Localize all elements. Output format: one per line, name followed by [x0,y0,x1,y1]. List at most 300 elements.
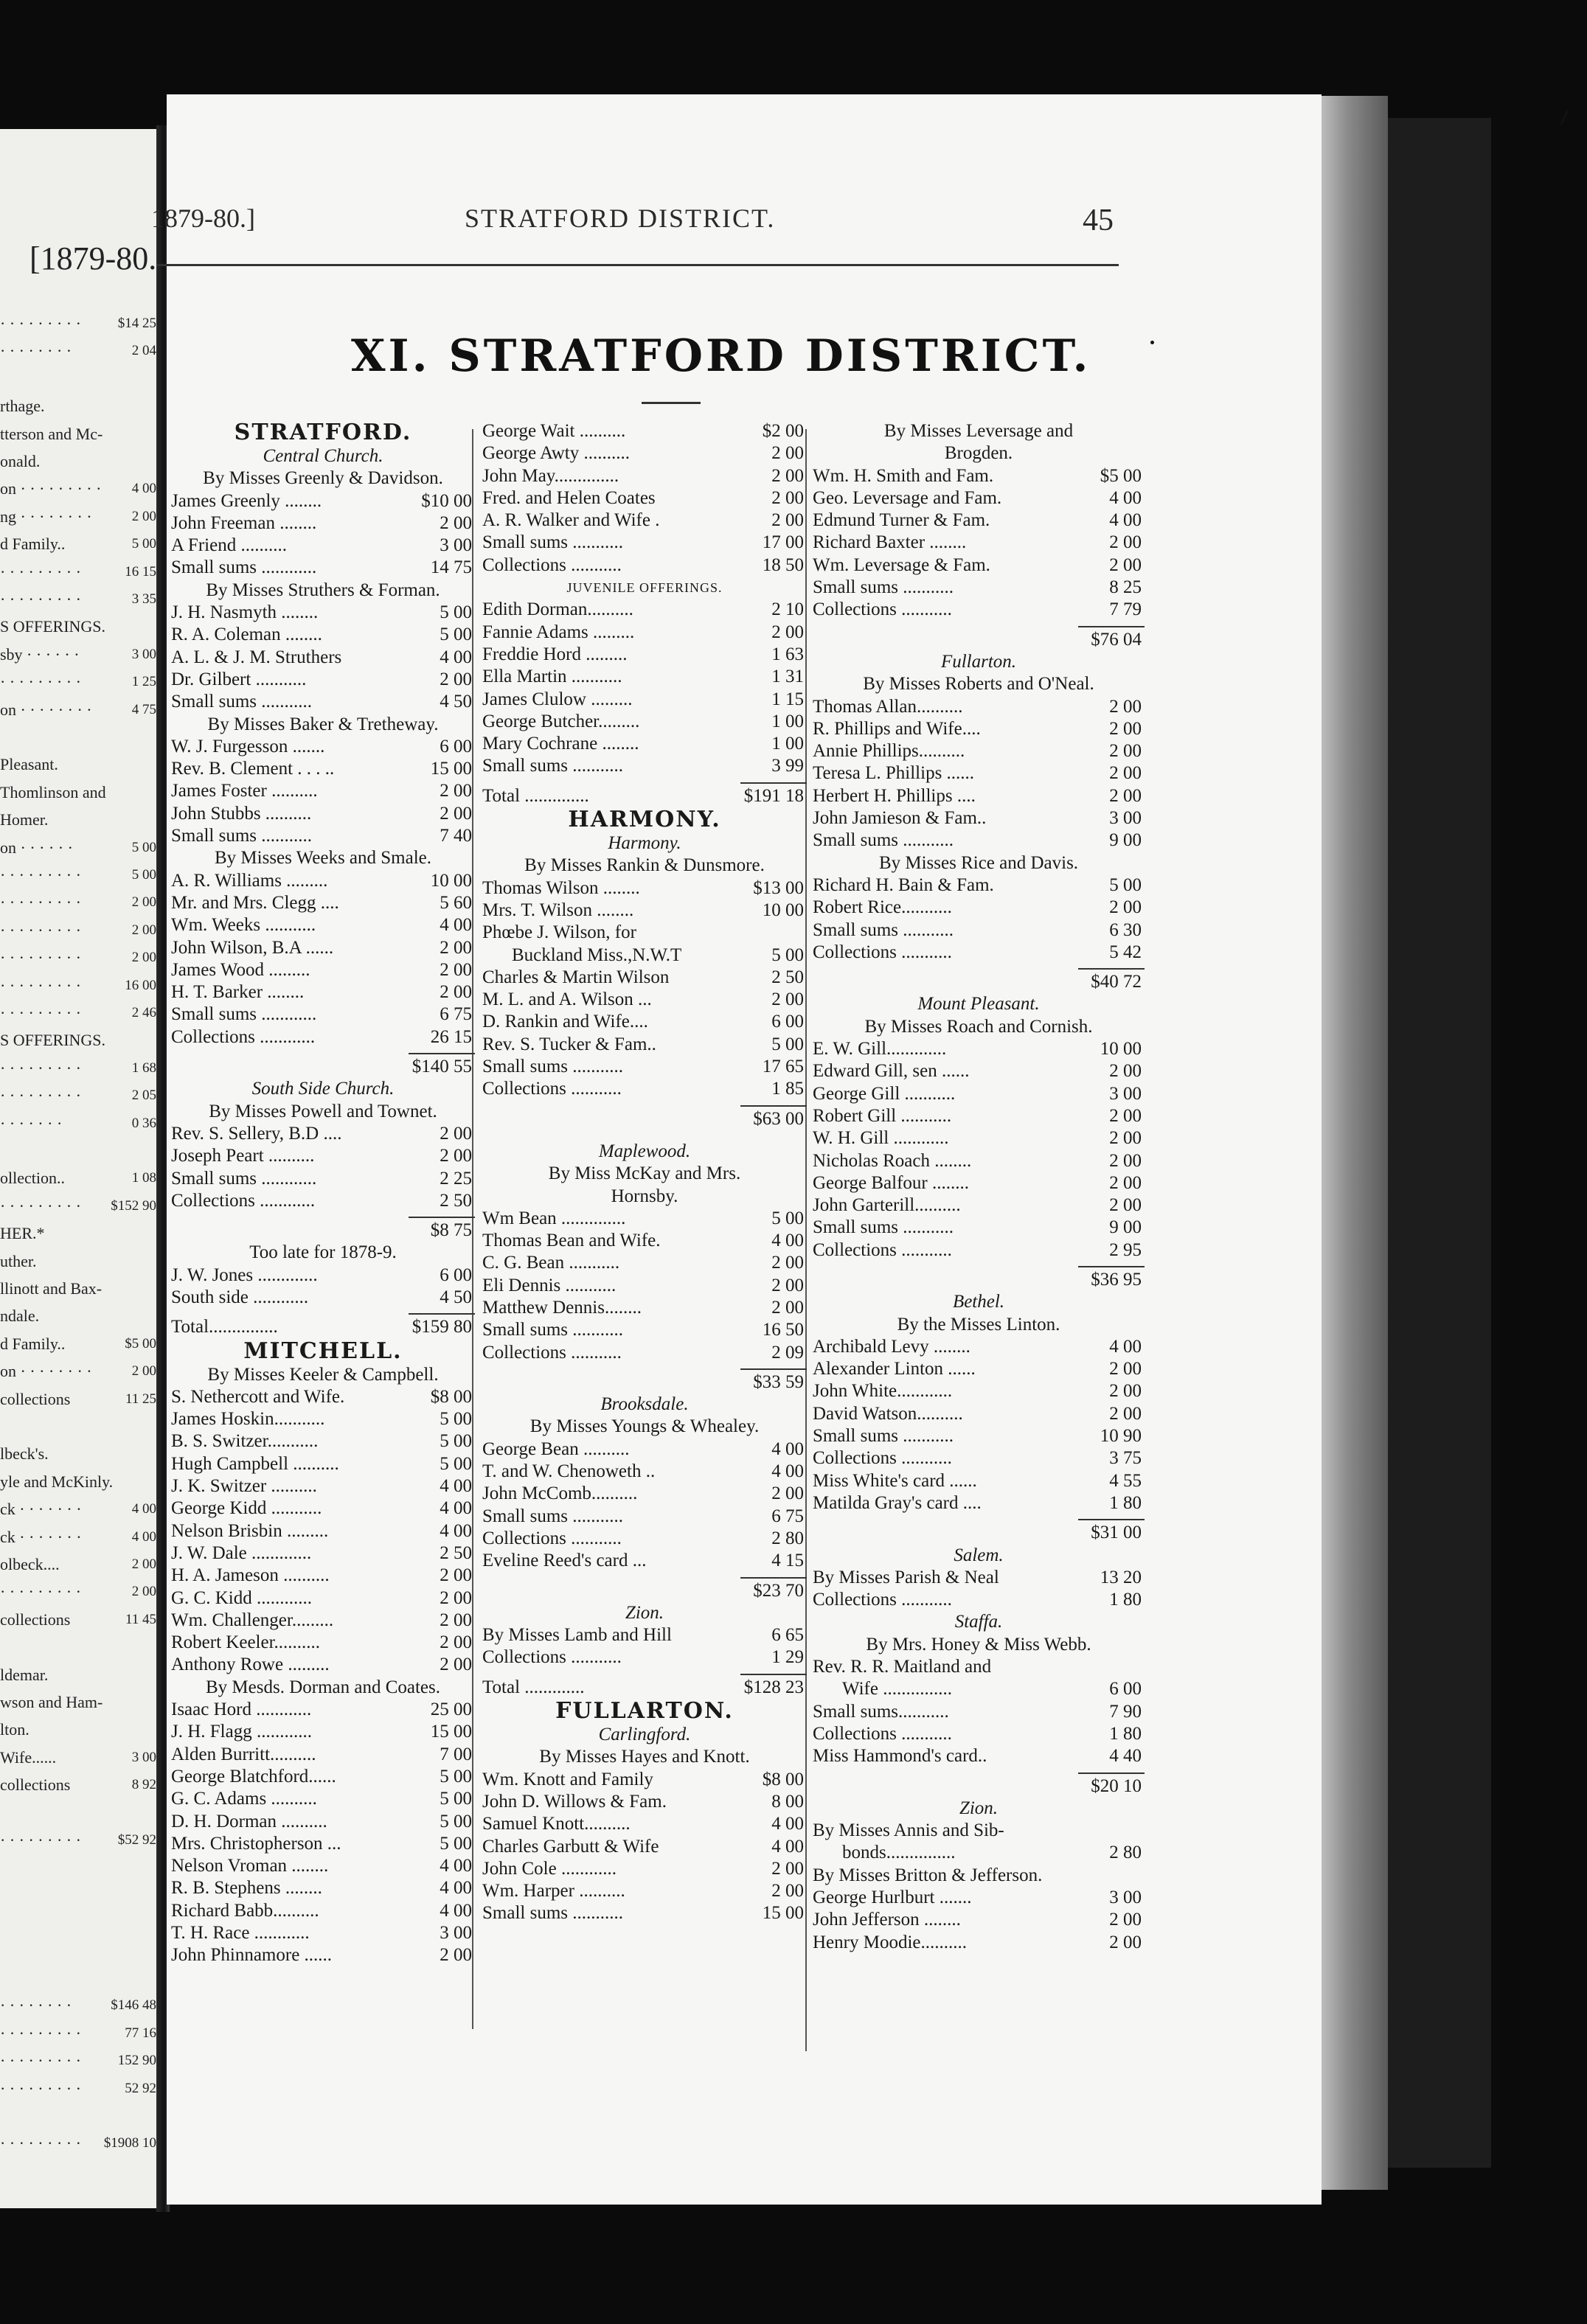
amount: 10 00 [1100,1039,1142,1060]
amount: 1 80 [1109,1723,1142,1744]
facing-page-line [0,616,161,637]
facing-line-text: on · · · · · · · · [0,700,92,719]
amount: $40 72 [1091,972,1142,992]
amount: 10 00 [430,870,472,891]
facing-line-amount: $146 48 [111,1997,156,2014]
church-subheading: Brooksdale. [600,1394,689,1415]
facing-line-text: on · · · · · · · · · [0,479,102,498]
donation-row [482,1208,807,1230]
column-2 [482,420,807,1925]
amount: $63 00 [753,1108,804,1129]
facing-line-text: · · · · · · · · · [0,1003,81,1022]
donation-row [482,599,807,621]
donor-name: Collections ........... [482,1079,622,1099]
amount: 2 10 [771,599,804,620]
donation-row [813,1150,1145,1172]
donation-row [171,736,475,758]
donor-name: Mrs. Christopherson ... [171,1833,341,1854]
donation-row [171,1922,475,1944]
donation-row [482,666,807,688]
donation-row [482,644,807,666]
donor-name: Rev. R. R. Maitland and [813,1657,992,1677]
donation-row [813,1492,1145,1514]
church-subheading: Salem. [954,1545,1004,1565]
facing-page-line [0,1361,161,1382]
donation-row [482,1011,807,1033]
donation-row [171,1565,475,1587]
donation-row [482,989,807,1011]
donor-name: J. K. Switzer .......... [171,1476,317,1497]
facing-line-text: rthage. [0,397,45,416]
amount: 6 00 [1109,1679,1142,1699]
amount: $140 55 [411,1057,472,1077]
donation-row [171,937,475,959]
donation-row [813,1172,1145,1194]
donor-name: B. S. Switzer........... [171,1431,319,1452]
donor-name: Richard Babb.......... [171,1900,319,1921]
donor-name: John Jefferson ........ [813,1910,961,1930]
donor-name: By Misses Lamb and Hill [482,1625,672,1646]
facing-line-text: sby · · · · · · [0,644,80,664]
amount: 1 63 [771,644,804,664]
facing-line-amount: 5 00 [131,839,156,855]
facing-line-amount: $5 00 [125,1335,156,1351]
donation-row [482,922,807,944]
amount: 4 00 [771,1438,804,1459]
donation-row [171,870,475,892]
circuit-heading: STRATFORD. [234,420,412,445]
donation-row [171,1610,475,1632]
amount: 2 00 [771,465,804,486]
sum-rule [409,1313,475,1315]
facing-line-amount: 8 92 [131,1777,156,1793]
facing-line-text: Pleasant. [0,755,58,774]
donation-row [813,696,1145,718]
donor-name: Matilda Gray's card .... [813,1492,982,1513]
donor-name: A. R. Williams ......... [171,870,328,891]
donation-row [482,711,807,733]
donation-row [171,1520,475,1542]
donor-name: G. C. Kidd ............ [171,1587,312,1608]
amount: 1 29 [771,1647,804,1668]
sum-rule [1078,1266,1145,1267]
amount: 7 90 [1109,1701,1142,1722]
church-subheading: Mount Pleasant. [917,994,1040,1015]
donor-name: Phœbe J. Wilson, for [482,922,636,943]
donor-name: Robert Rice........... [813,897,952,918]
book-edge [1322,96,1388,2190]
donor-name: H. A. Jameson .......... [171,1565,330,1586]
facing-line-text: ck · · · · · · · [0,1500,82,1519]
collector-line: By Misses Rankin & Dunsmore. [524,855,765,876]
facing-page-line [0,810,161,830]
donation-row [813,942,1145,964]
donor-name: John May.............. [482,465,619,486]
facing-line-amount: 2 00 [131,950,156,966]
facing-line-amount: 0 36 [131,1115,156,1131]
donor-name: James Greenly ........ [171,490,322,511]
amount: 5 00 [440,1766,472,1787]
donor-name: John D. Willows & Fam. [482,1791,667,1812]
amount: 4 00 [771,1836,804,1857]
amount: 2 00 [771,1297,804,1318]
sum-rule [740,1105,807,1107]
amount: 2 00 [771,1881,804,1902]
facing-line-text: · · · · · · · · · [0,975,81,995]
donor-name: Collections ............ [171,1190,316,1211]
donation-row [813,1105,1145,1127]
donation-row [482,1275,807,1297]
facing-line-text: lbeck's. [0,1444,49,1464]
facing-line-text: HER.* [0,1224,45,1243]
donation-row [482,1252,807,1274]
amount: $36 95 [1091,1269,1142,1290]
facing-page-line [0,1058,161,1079]
amount: 2 00 [1109,1403,1142,1424]
amount: 7 40 [440,826,472,846]
donation-row [813,1403,1145,1425]
amount: 4 00 [1109,1336,1142,1357]
donation-row [482,967,807,989]
donor-name: By Misses Britton & Jefferson. [813,1865,1043,1885]
donation-row [171,959,475,981]
donation-row [813,1127,1145,1149]
amount: 6 00 [440,1264,472,1285]
donor-name: Small sums ............ [171,1004,317,1025]
donation-row [482,733,807,755]
sum-rule [740,782,807,784]
facing-line-text: · · · · · · · [0,1113,63,1133]
amount: 2 00 [771,622,804,642]
amount: 2 50 [771,967,804,987]
donation-row [171,1497,475,1520]
donation-row [813,1909,1145,1931]
facing-page-line [0,672,161,692]
amount: 13 20 [1100,1567,1142,1587]
donor-name: G. C. Adams .......... [171,1789,317,1809]
sum-rule [1078,968,1145,970]
amount: 5 00 [440,1789,472,1809]
donor-name: Wm. Knott and Family [482,1769,653,1789]
facing-line-amount: 2 05 [131,1088,156,1104]
amount: 25 00 [430,1699,472,1720]
donation-row [171,1190,475,1212]
sum-rule [1078,626,1145,627]
facing-page-line [0,975,161,996]
facing-page-line [0,1444,161,1464]
donor-name: Wm. Leversage & Fam. [813,554,990,575]
donation-row [813,718,1145,740]
donation-row [482,1461,807,1483]
facing-line-text: · · · · · · · · · [0,920,81,939]
donor-name: Collections ........... [813,1590,952,1610]
donor-name: Collections ........... [813,1723,952,1744]
amount: 16 50 [762,1320,804,1340]
amount: 4 00 [440,1856,472,1876]
donor-name: Isaac Hord ............ [171,1699,312,1720]
facing-line-amount: 52 92 [125,2080,156,2096]
donor-name: bonds............... [842,1843,956,1863]
amount: 2 95 [1109,1239,1142,1260]
donor-name: Annie Phillips.......... [813,741,965,762]
facing-line-text: · · · · · · · · [0,341,72,361]
facing-page-line [0,1830,161,1851]
donor-name: By Misses Annis and Sib- [813,1820,1004,1841]
sum-rule [409,1053,475,1054]
donation-row [482,1319,807,1341]
donor-name: John Phinnamore ...... [171,1945,333,1966]
amount: 3 00 [440,1923,472,1943]
sum-rule [740,1368,807,1370]
donor-name: Small sums ........... [813,1217,954,1238]
collector-line: By Misses Youngs & Whealey. [529,1416,760,1437]
donation-row [482,1056,807,1078]
amount: 15 00 [762,1903,804,1924]
facing-page-line [0,1085,161,1106]
donor-name: Eli Dennis ........... [482,1275,617,1295]
donor-name: Geo. Leversage and Fam. [813,487,1002,508]
donor-name: Nelson Brisbin ......... [171,1520,329,1541]
spacer [482,1130,807,1141]
facing-line-text: d Family.. [0,535,66,554]
amount: 2 00 [771,487,804,508]
donor-name: Small sums ........... [482,1506,623,1526]
amount: 2 00 [440,937,472,958]
subtotal-row [171,1316,475,1338]
amount: 5 00 [771,1208,804,1228]
donor-name: D. Rankin and Wife.... [482,1012,648,1032]
facing-line-text: collections [0,1775,71,1795]
facing-line-text: ng · · · · · · · · [0,507,92,526]
donation-row [482,487,807,509]
collector-line: Too late for 1878-9. [249,1242,397,1263]
facing-page-line [0,396,161,417]
donor-name: Charles & Martin Wilson [482,967,670,987]
collector-line: By Misses Weeks and Smale. [214,848,432,869]
amount: 17 65 [762,1057,804,1077]
collector-line: By Mesds. Dorman and Coates. [205,1677,441,1697]
facing-line-text: · · · · · · · · · [0,590,81,608]
donation-row [171,1766,475,1788]
donation-row [813,1380,1145,1402]
facing-page-line [0,1334,161,1354]
facing-page-line [0,754,161,775]
amount: 3 00 [1109,808,1142,829]
donor-name: Anthony Rowe ......... [171,1655,330,1675]
scan-speck [1560,109,1569,125]
amount: 2 00 [1109,1105,1142,1126]
facing-page-line [0,892,161,913]
amount: 2 00 [1109,718,1142,739]
collector-line: JUVENILE OFFERINGS. [566,580,723,596]
collector-line: By Misses Powell and Townet. [209,1101,437,1121]
collector-line: By Misses Hayes and Knott. [539,1747,750,1767]
amount: 2 00 [440,803,472,824]
amount: 26 15 [430,1026,472,1047]
amount: 4 50 [440,1287,472,1307]
donation-row [171,1654,475,1676]
donation-row [813,1470,1145,1492]
amount: $128 23 [743,1677,804,1697]
facing-line-text: on · · · · · · [0,838,73,857]
amount: 1 80 [1109,1492,1142,1513]
amount: 1 00 [771,734,804,754]
amount: 2 00 [1109,1128,1142,1149]
facing-line-text: S OFFERINGS. [0,617,106,636]
donation-row [482,689,807,711]
donation-row [482,944,807,967]
collector-line: By Misses Baker & Tretheway. [207,714,439,734]
donation-row [482,1297,807,1319]
facing-line-amount: 1 08 [131,1170,156,1186]
amount: 2 00 [771,1275,804,1295]
amount: 2 00 [440,1632,472,1653]
book-cover-edge [1388,118,1491,2168]
donor-name: George Balfour ........ [813,1172,969,1193]
amount: 15 00 [430,759,472,779]
donor-name: W. H. Gill ............ [813,1128,949,1149]
donation-row [482,622,807,644]
facing-line-amount: 16 00 [125,977,156,993]
facing-page-line [0,2050,161,2071]
facing-line-text: olbeck.... [0,1555,60,1573]
donor-name: Small sums ........... [813,577,954,598]
facing-page-line [0,2078,161,2099]
amount: 17 00 [762,532,804,553]
facing-page-line [0,947,161,968]
donor-name: Charles Garbutt & Wife [482,1836,659,1857]
donation-row [482,420,807,442]
facing-line-amount: 5 00 [131,867,156,883]
amount: 2 00 [1109,741,1142,762]
facing-line-text: · · · · · · · · · [0,2051,81,2070]
facing-line-text: llinott and Bax- [0,1279,103,1298]
facing-line-text: Homer. [0,810,49,829]
amount: $20 10 [1091,1775,1142,1796]
donor-name: T. H. Race ............ [171,1923,310,1943]
amount: 1 00 [771,711,804,731]
donation-row [813,897,1145,919]
donation-row [171,780,475,802]
facing-line-text: Wife...... [0,1747,57,1767]
facing-line-text: · · · · · · · · · [0,1196,81,1215]
donation-row [171,1877,475,1899]
church-subheading: Zion. [625,1602,664,1623]
donation-row [482,1230,807,1252]
amount: 2 00 [771,1858,804,1879]
amount: 14 75 [430,557,472,578]
facing-line-amount: 4 00 [131,1528,156,1545]
amount: 2 00 [771,989,804,1010]
facing-line-text: · · · · · · · · · [0,948,81,967]
amount: 5 00 [440,1431,472,1452]
collector-line: By Misses Keeler & Campbell. [207,1364,439,1385]
amount: 5 42 [1109,942,1142,962]
donation-row [813,1336,1145,1358]
amount: 5 00 [440,1409,472,1430]
donor-name: Thomas Wilson ........ [482,877,640,898]
donor-name: Freddie Hord ......... [482,644,628,664]
donation-row [813,740,1145,762]
facing-line-text: ollection.. [0,1169,65,1188]
donation-row [482,509,807,532]
donation-row [813,577,1145,599]
subtotal-row [813,971,1145,993]
donor-name: George Gill ........... [813,1083,956,1104]
amount: 2 00 [440,669,472,689]
donation-row [171,803,475,825]
facing-page-line [0,313,161,334]
donor-name: Small sums ........... [482,1903,623,1924]
amount: 7 79 [1109,599,1142,620]
donor-name: Richard H. Bain & Fam. [813,874,994,895]
donor-name: Small sums ........... [813,919,954,940]
amount: 6 00 [771,1012,804,1032]
amount: 2 00 [440,1945,472,1966]
donation-row [482,1506,807,1528]
facing-line-text: onald. [0,452,41,470]
donor-name: Herbert H. Phillips .... [813,785,976,806]
circuit-heading: MITCHELL. [243,1338,403,1364]
donor-name: Miss Hammond's card.. [813,1746,987,1767]
donor-name: James Wood ......... [171,959,310,980]
donor-name: Thomas Bean and Wife. [482,1231,661,1251]
facing-line-amount: 2 00 [131,922,156,938]
facing-line-amount: $14 25 [117,316,156,331]
amount: 9 00 [1109,1217,1142,1238]
donor-name: Collections ........... [482,1342,622,1363]
donation-row [171,1788,475,1810]
subtotal-row [813,1775,1145,1798]
amount: 4 00 [1109,510,1142,531]
collector-line: Hornsby. [611,1186,678,1206]
facing-line-text: · · · · · · · · · [0,2078,81,2098]
donor-name: Wm. H. Smith and Fam. [813,465,994,486]
donation-row [171,1632,475,1654]
amount: 2 00 [440,982,472,1003]
amount: 2 00 [440,1587,472,1608]
church-subheading: Staffa. [954,1612,1003,1632]
donation-row [813,1932,1145,1954]
donor-name: J. W. Dale ............. [171,1542,312,1563]
donor-name: George Awty .......... [482,443,630,464]
donor-name: James Clulow ......... [482,689,633,709]
donor-name: H. T. Barker ........ [171,982,305,1003]
facing-page-line [0,1389,161,1410]
donor-name: Edmund Turner & Fam. [813,510,990,531]
amount: $23 70 [753,1580,804,1601]
donation-row [482,1858,807,1880]
donor-name: Alexander Linton ...... [813,1359,976,1380]
donation-row [171,647,475,669]
donation-row [171,1264,475,1287]
church-subheading: Fullarton. [940,651,1017,672]
amount: 4 40 [1109,1746,1142,1767]
amount: 10 90 [1100,1426,1142,1447]
facing-page-line [0,1472,161,1492]
facing-page-line [0,1196,161,1217]
donor-name: John McComb.......... [482,1483,638,1504]
donation-row [482,1624,807,1646]
donor-name: David Watson.......... [813,1403,963,1424]
facing-line-text: · · · · · · · · · [0,562,81,581]
amount: $8 75 [430,1220,472,1241]
donor-name: Richard Baxter ........ [813,532,967,553]
donor-name: T. and W. Chenoweth .. [482,1461,656,1482]
church-subheading: Maplewood. [598,1141,691,1161]
facing-line-amount: 4 00 [131,481,156,497]
donor-name: Collections ........... [813,1239,952,1260]
